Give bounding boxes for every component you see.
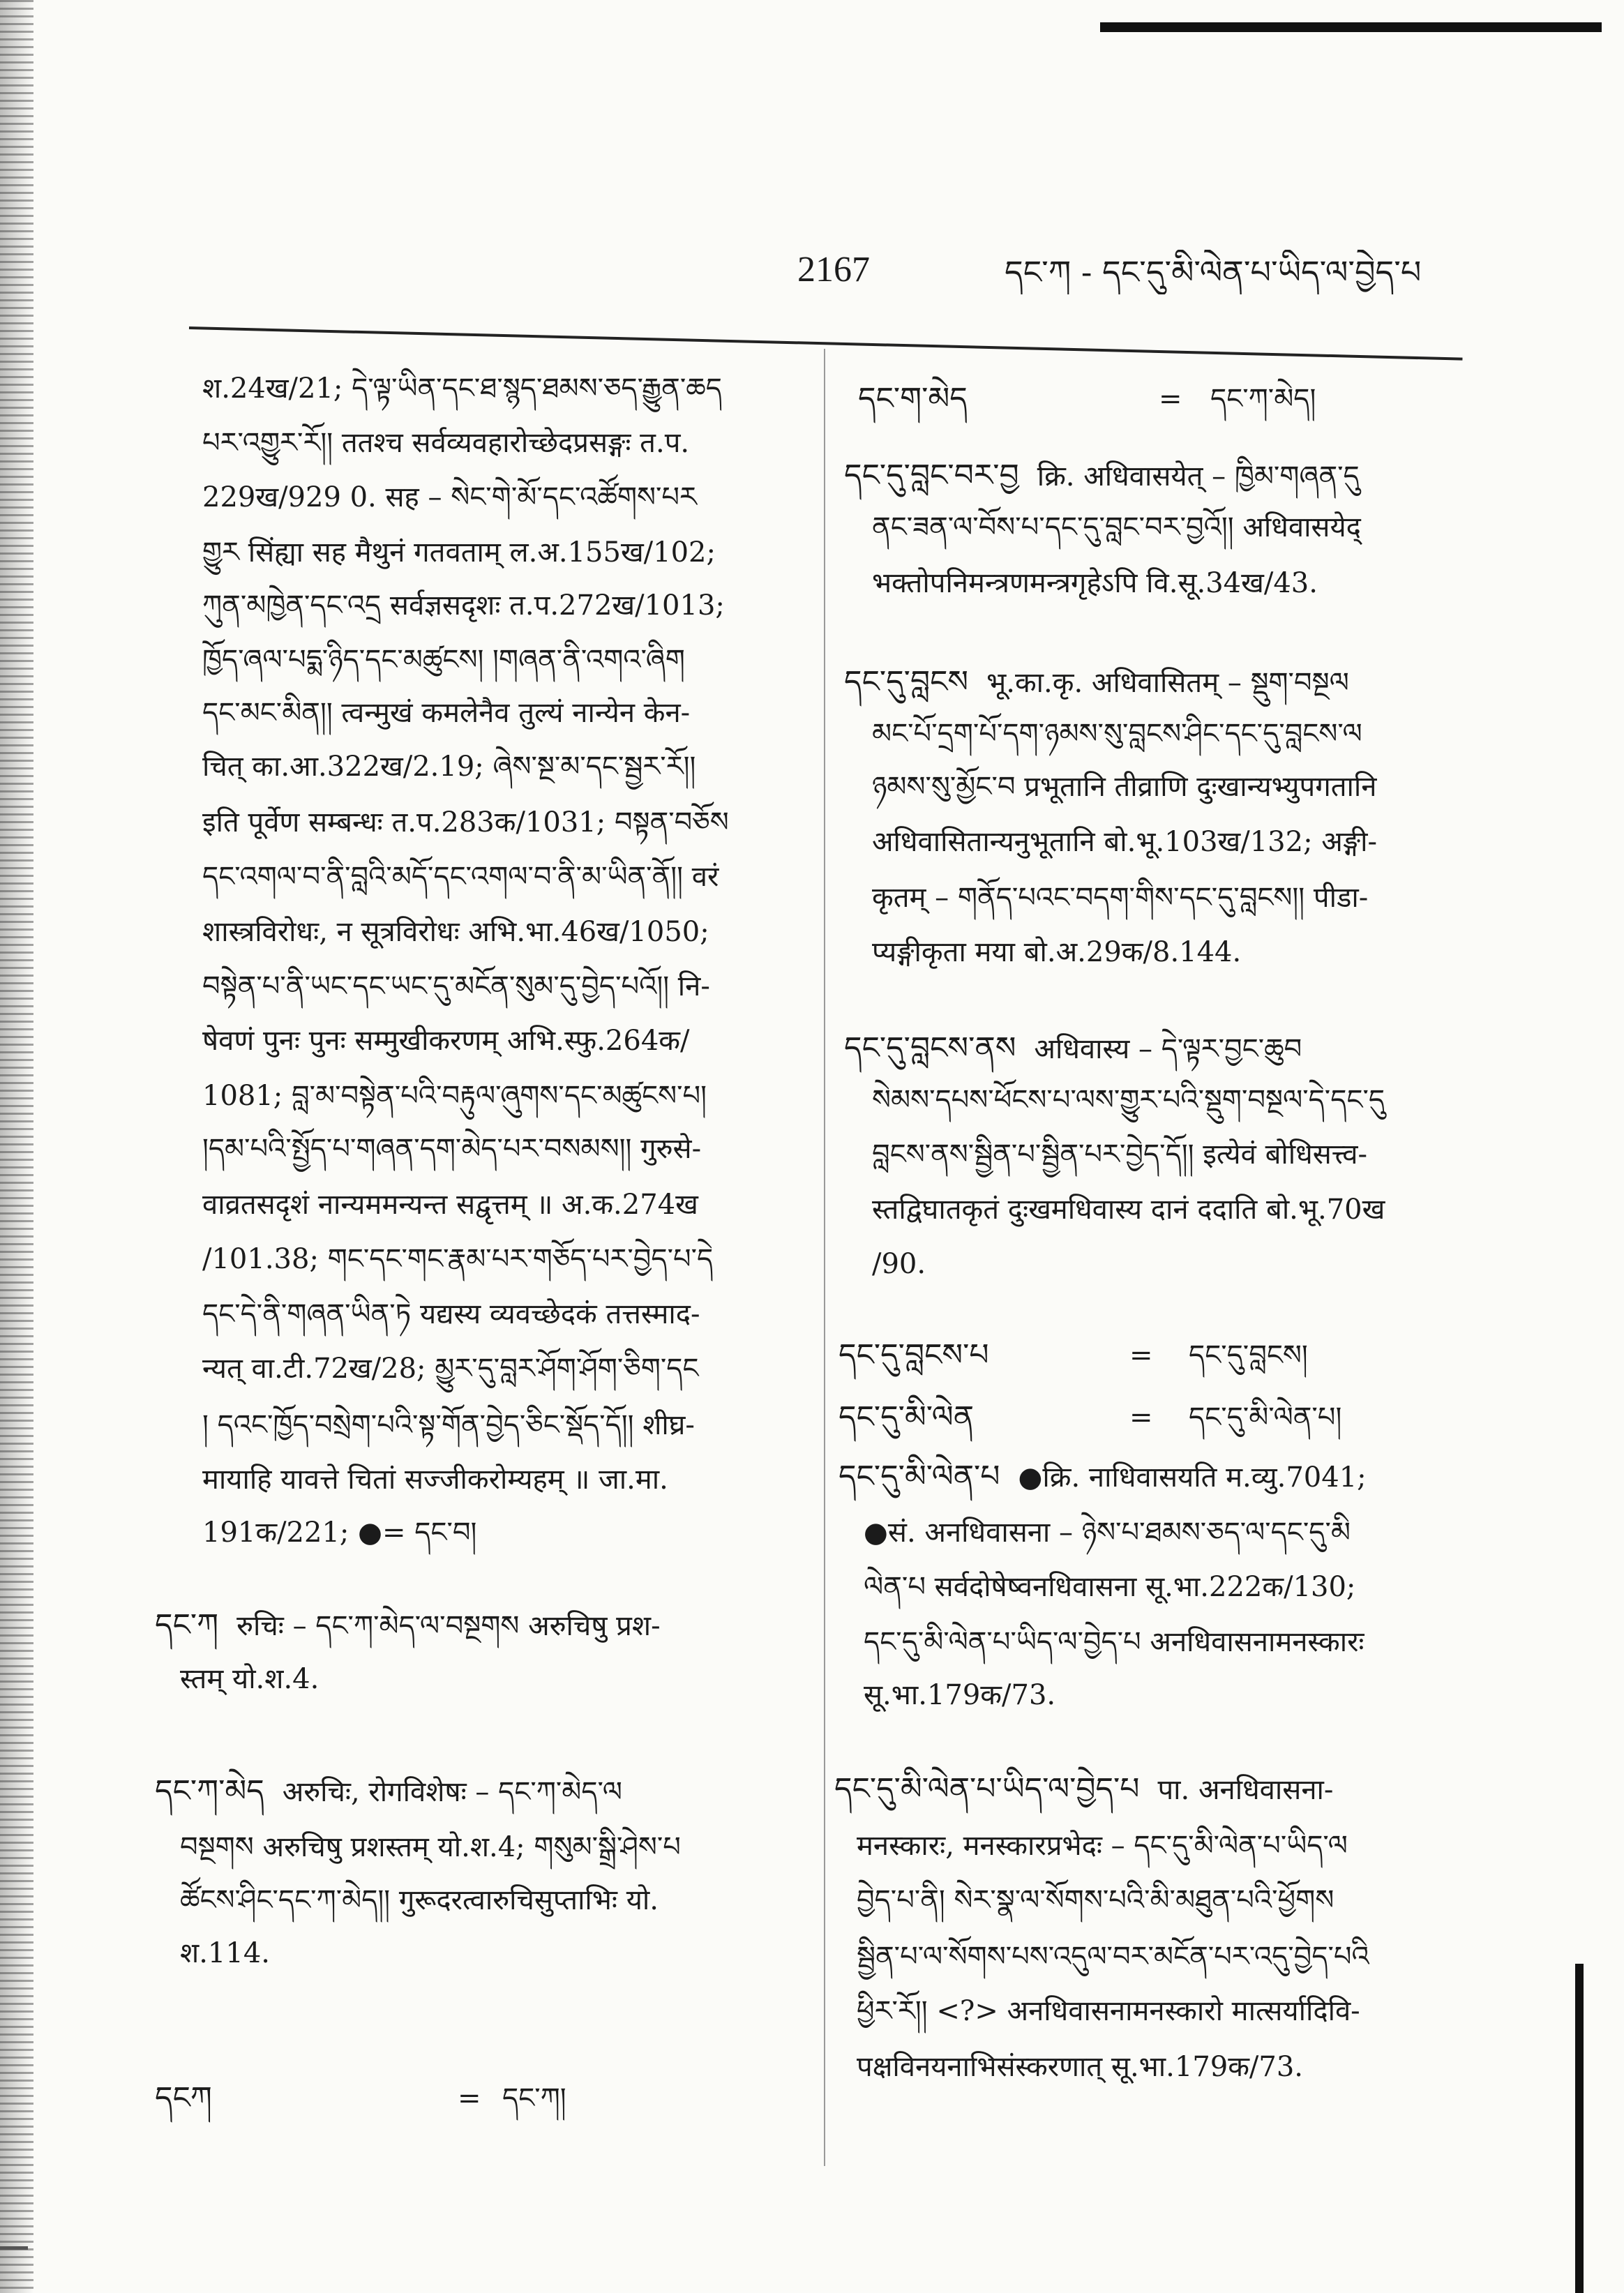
entry-line: བྱེད་པ་ནི། སེར་སྣ་ལ་སོགས་པའི་མི་མཐུན་པའི་ཕྱོགས — [857, 1884, 1334, 1916]
equals-sign: = — [1129, 1339, 1153, 1371]
entry-line: कृतम् – གནོད་པའང་བདག་གིས་དང་དུ་བླངས།། पीडा- — [872, 882, 1369, 914]
entry-line: मायाहि यावत्ते चितां सज्जीकरोम्यहम् ॥ जा.मा. — [202, 1464, 668, 1496]
entry-line: ཀུན་མཁྱེན་དང་འདྲ सर्वज्ञसदृशः त.प.272ख/1013; — [202, 589, 725, 622]
entry-line: स्तद्विघातकृतं दुःखमधिवास्य दानं ददाति बो.भू.70ख — [872, 1194, 1385, 1226]
entry-text: भू.का.कृ. अधिवासितम् – སྡུག་བསྔལ — [986, 667, 1349, 699]
entry-line: वाव्रतसदृशं नान्यममन्यन्त सद्वृत्तम् ॥ अ.क.274ख — [202, 1189, 698, 1221]
entry-text: अधिवास्य – དེ་ལྟར་བྱང་ཆུབ — [1034, 1033, 1302, 1065]
entry-line: སེམས་དཔས་ཕོངས་པ་ལས་གྱུར་པའི་སྡུག་བསྔལ་དེ་དང་དུ — [872, 1084, 1385, 1116]
entry-line: པར་འགྱུར་རོ།། ततश्च सर्वव्यवहारोच्छेदप्रसङ्गः त.प. — [202, 427, 690, 459]
entry-line: प्यङ्गीकृता मया बो.अ.29क/8.144. — [872, 936, 1242, 968]
entry-line: དང་འགལ་བ་ནི་བླའི་མདོ་དང་འགལ་བ་ནི་མ་ཡིན་ནོ།། वरं — [202, 861, 719, 893]
entry-line — [834, 1765, 1535, 1814]
entry-line: न्यत् वा.टी.72ख/28; མྱུར་དུ་བླར་ཤོག་ཤོག་ཅིག་དང — [202, 1353, 699, 1385]
entry-line: 229ख/929 0. सह – སེང་གེ་མོ་དང་འཚོགས་པར — [202, 481, 697, 513]
headword-text: དང་དུ་བླངས་པ — [839, 1337, 989, 1373]
entry-line: ཚོངས་ཤིང་དང་ཀ་མེད།། गुरूदरत्वारुचिसुप्ताभिः यो. — [180, 1884, 659, 1916]
entry-line: བསྟེན་པ་ནི་ཡང་དང་ཡང་དུ་མངོན་སུམ་དུ་བྱེད་པའོ།། नि- — [202, 970, 710, 1002]
entry-text: क्रि. अधिवासयेत् – ཁྱིམ་གཞན་དུ — [1037, 460, 1360, 493]
entry-line: །དམ་པའི་སྤྱོད་པ་གཞན་དག་མེད་པར་བསམས།། गुरुसे- — [202, 1133, 702, 1165]
entry-line: བསྔགས अरुचिषु प्रशस्तम् यो.श.4; གསུམ་སྒྲི་ཤེས་པ — [180, 1831, 681, 1863]
headword — [839, 1393, 1125, 1442]
entry-text: रुचिः – དང་ཀ་མེད་ལ་བསྔགས अरुचिषु प्रश- — [236, 1610, 661, 1642]
entry-line: /101.38; གང་དང་གང་རྣམ་པར་གཅོད་པར་བྱེད་པ་དེ — [202, 1243, 714, 1275]
equals-sign: = — [458, 2082, 481, 2114]
cross-reference-target: དང་དུ་མི་ལེན་པ། — [1189, 1401, 1342, 1434]
cross-reference-target: དང་ཀ་མེད། — [1210, 383, 1316, 415]
entry-text: ●क्रि. नाधिवासयति म.व्यु.7041; — [1018, 1461, 1367, 1494]
entry-line: इति पूर्वेण सम्बन्धः त.प.283क/1031; བསྟན་བཅོས — [202, 806, 729, 839]
entry-line — [844, 658, 1535, 707]
entry-line: ●सं. अनधिवासना – ཉེས་པ་ཐམས་ཅད་ལ་དང་དུ་མི — [864, 1517, 1351, 1549]
headword — [858, 375, 1151, 423]
entry-line: मनस्कारः, मनस्कारप्रभेदः – དང་དུ་མི་ལེན་པ་ཡིད་ལ — [857, 1830, 1348, 1862]
entry-line: स्तम् यो.श.4. — [180, 1663, 319, 1695]
entry-line: ཕྱིར་རོ།། <?> अनधिवासनामनस्कारो मात्सर्यादिवि- — [857, 1995, 1360, 2027]
equals-sign: = — [1159, 383, 1182, 415]
entry-line: श.24ख/21; དེ་ལྟ་ཡིན་དང་ཐ་སྙད་ཐམས་ཅད་རྒྱུན་ཆད — [202, 373, 722, 405]
entry-line: सू.भा.179क/73. — [864, 1679, 1056, 1711]
headword — [839, 1331, 1125, 1380]
headword-text: དང་དུ་མི་ལེན — [839, 1399, 975, 1435]
entry-line: अधिवासितान्यनुभूतानि बो.भू.103ख/132; अङ्गी- — [872, 826, 1378, 858]
entry-line: ཉམས་སུ་མྱོང་བ प्रभूतानि तीव्राणि दुःखान्यभ्युपगतानि — [872, 771, 1377, 803]
entry-line — [844, 1024, 1535, 1073]
entry-line: षेवणं पुनः पुनः सम्मुखीकरणम् अभि.स्फु.264क/ — [202, 1025, 690, 1057]
header-rule — [189, 326, 1463, 361]
entry-line: ནང་ཟན་ལ་བོས་པ་དང་དུ་བླང་བར་བྱའོ།། अधिवासयेद् — [872, 511, 1361, 543]
entry-line: /90. — [872, 1248, 926, 1280]
entry-line: 191क/221; ●= དང་བ། — [202, 1517, 477, 1549]
headword-text: དངཀ — [155, 2080, 212, 2116]
entry-line: མང་པོ་དྲག་པོ་དག་ཉམས་སུ་བླངས་ཤིང་དང་དུ་བླངས་ལ — [872, 718, 1362, 750]
entry-text: अरुचिः, रोगविशेषः – དང་ཀ་མེད་ལ — [282, 1776, 622, 1808]
scan-edge-line — [1575, 1964, 1584, 2293]
entry-line: पक्षविनयनाभिसंस्करणात् सू.भा.179क/73. — [857, 2051, 1304, 2083]
headword: དང་དུ་བླངས་ནས — [844, 1030, 1016, 1066]
entry-line: དང་དུ་མི་ལེན་པ་ཡིད་ལ་བྱེད་པ अनधिवासनामनस्कारः — [864, 1626, 1364, 1658]
headword — [155, 2074, 448, 2123]
scan-mark — [0, 2246, 28, 2250]
headword: དང་དུ་མི་ལེན་པ་ཡིད་ལ་བྱེད་པ — [834, 1771, 1140, 1807]
headword-text: དང་ག་མེད — [858, 381, 968, 416]
entry-line: चित् का.आ.322ख/2.19; ཞེས་སྔ་མ་དང་སྦྱར་རོ།། — [202, 751, 696, 783]
entry-line: श.114. — [180, 1937, 270, 1969]
scan-edge-noise — [0, 0, 33, 2293]
entry-line: དང་དེ་ནི་གཞན་ཡིན་ཏེ यद्यस्य व्यवच्छेदकं तत्तस्माद- — [202, 1298, 700, 1330]
headword: དང་དུ་བླང་བར་བྱ — [844, 458, 1019, 493]
entry-line: 1081; བླ་མ་བསྟེན་པའི་བརྟུལ་ཞུགས་དང་མཚུངས་པ། — [202, 1080, 707, 1112]
headword: དང་ཀ — [155, 1607, 219, 1643]
entry-line: དང་མང་མིན།། त्वन्मुखं कमलेनैव तुल्यं नान्येन केन- — [202, 697, 691, 729]
entry-line: ལེན་པ सर्वदोषेष्वनधिवासना सू.भा.222क/130; — [864, 1571, 1356, 1603]
running-head: དང་ཀ - དང་དུ་མི་ལེན་པ་ཡིད་ལ་བྱེད་པ — [1005, 253, 1422, 291]
entry-line — [844, 451, 1535, 500]
cross-reference-target: དང་ཀ། — [502, 2082, 566, 2114]
entry-line: भक्तोपनिमन्त्रणमन्त्रगृहेऽपि वि.सू.34ख/43. — [872, 567, 1318, 599]
top-scan-bar — [1100, 22, 1602, 32]
headword: དང་ཀ་མེད — [155, 1773, 264, 1809]
entry-line: ཁྱོད་ཞལ་པདྨ་ཉིད་དང་མཚུངས། །གཞན་ནི་འགའ་ཞིག — [202, 644, 685, 676]
entry-line — [155, 1601, 804, 1650]
page-number: 2167 — [797, 250, 870, 290]
column-divider — [824, 349, 825, 2166]
entry-line: སྦྱིན་པ་ལ་སོགས་པས་འདུལ་བར་མངོན་པར་འདུ་བྱེད་པའི — [857, 1941, 1369, 1973]
entry-line: གྱུར सिंह्या सह मैथुनं गतवताम् ल.अ.155ख/102; — [202, 536, 716, 569]
entry-line: བླངས་ནས་སྦྱིན་པ་སྦྱིན་པར་བྱེད་དོ།། इत्येवं बोधिसत्त्व- — [872, 1138, 1367, 1171]
entry-line — [155, 1767, 804, 1816]
headword: དང་དུ་བླངས — [844, 664, 969, 700]
headword: དང་དུ་མི་ལེན་པ — [839, 1459, 1000, 1494]
entry-line: शास्त्रविरोधः, न सूत्रविरोधः अभि.भा.46ख/1050; — [202, 916, 709, 948]
entry-line: ། དའང་ཁྱོད་བསྲེག་པའི་སྟ་གོན་བྱེད་ཅིང་སྡོད་དོ།། शीघ्र- — [202, 1409, 695, 1441]
cross-reference-target: དང་དུ་བླངས། — [1189, 1339, 1308, 1371]
entry-text: पा. अनधिवासना- — [1157, 1774, 1334, 1806]
entry-line — [839, 1452, 1535, 1501]
equals-sign: = — [1129, 1401, 1153, 1434]
